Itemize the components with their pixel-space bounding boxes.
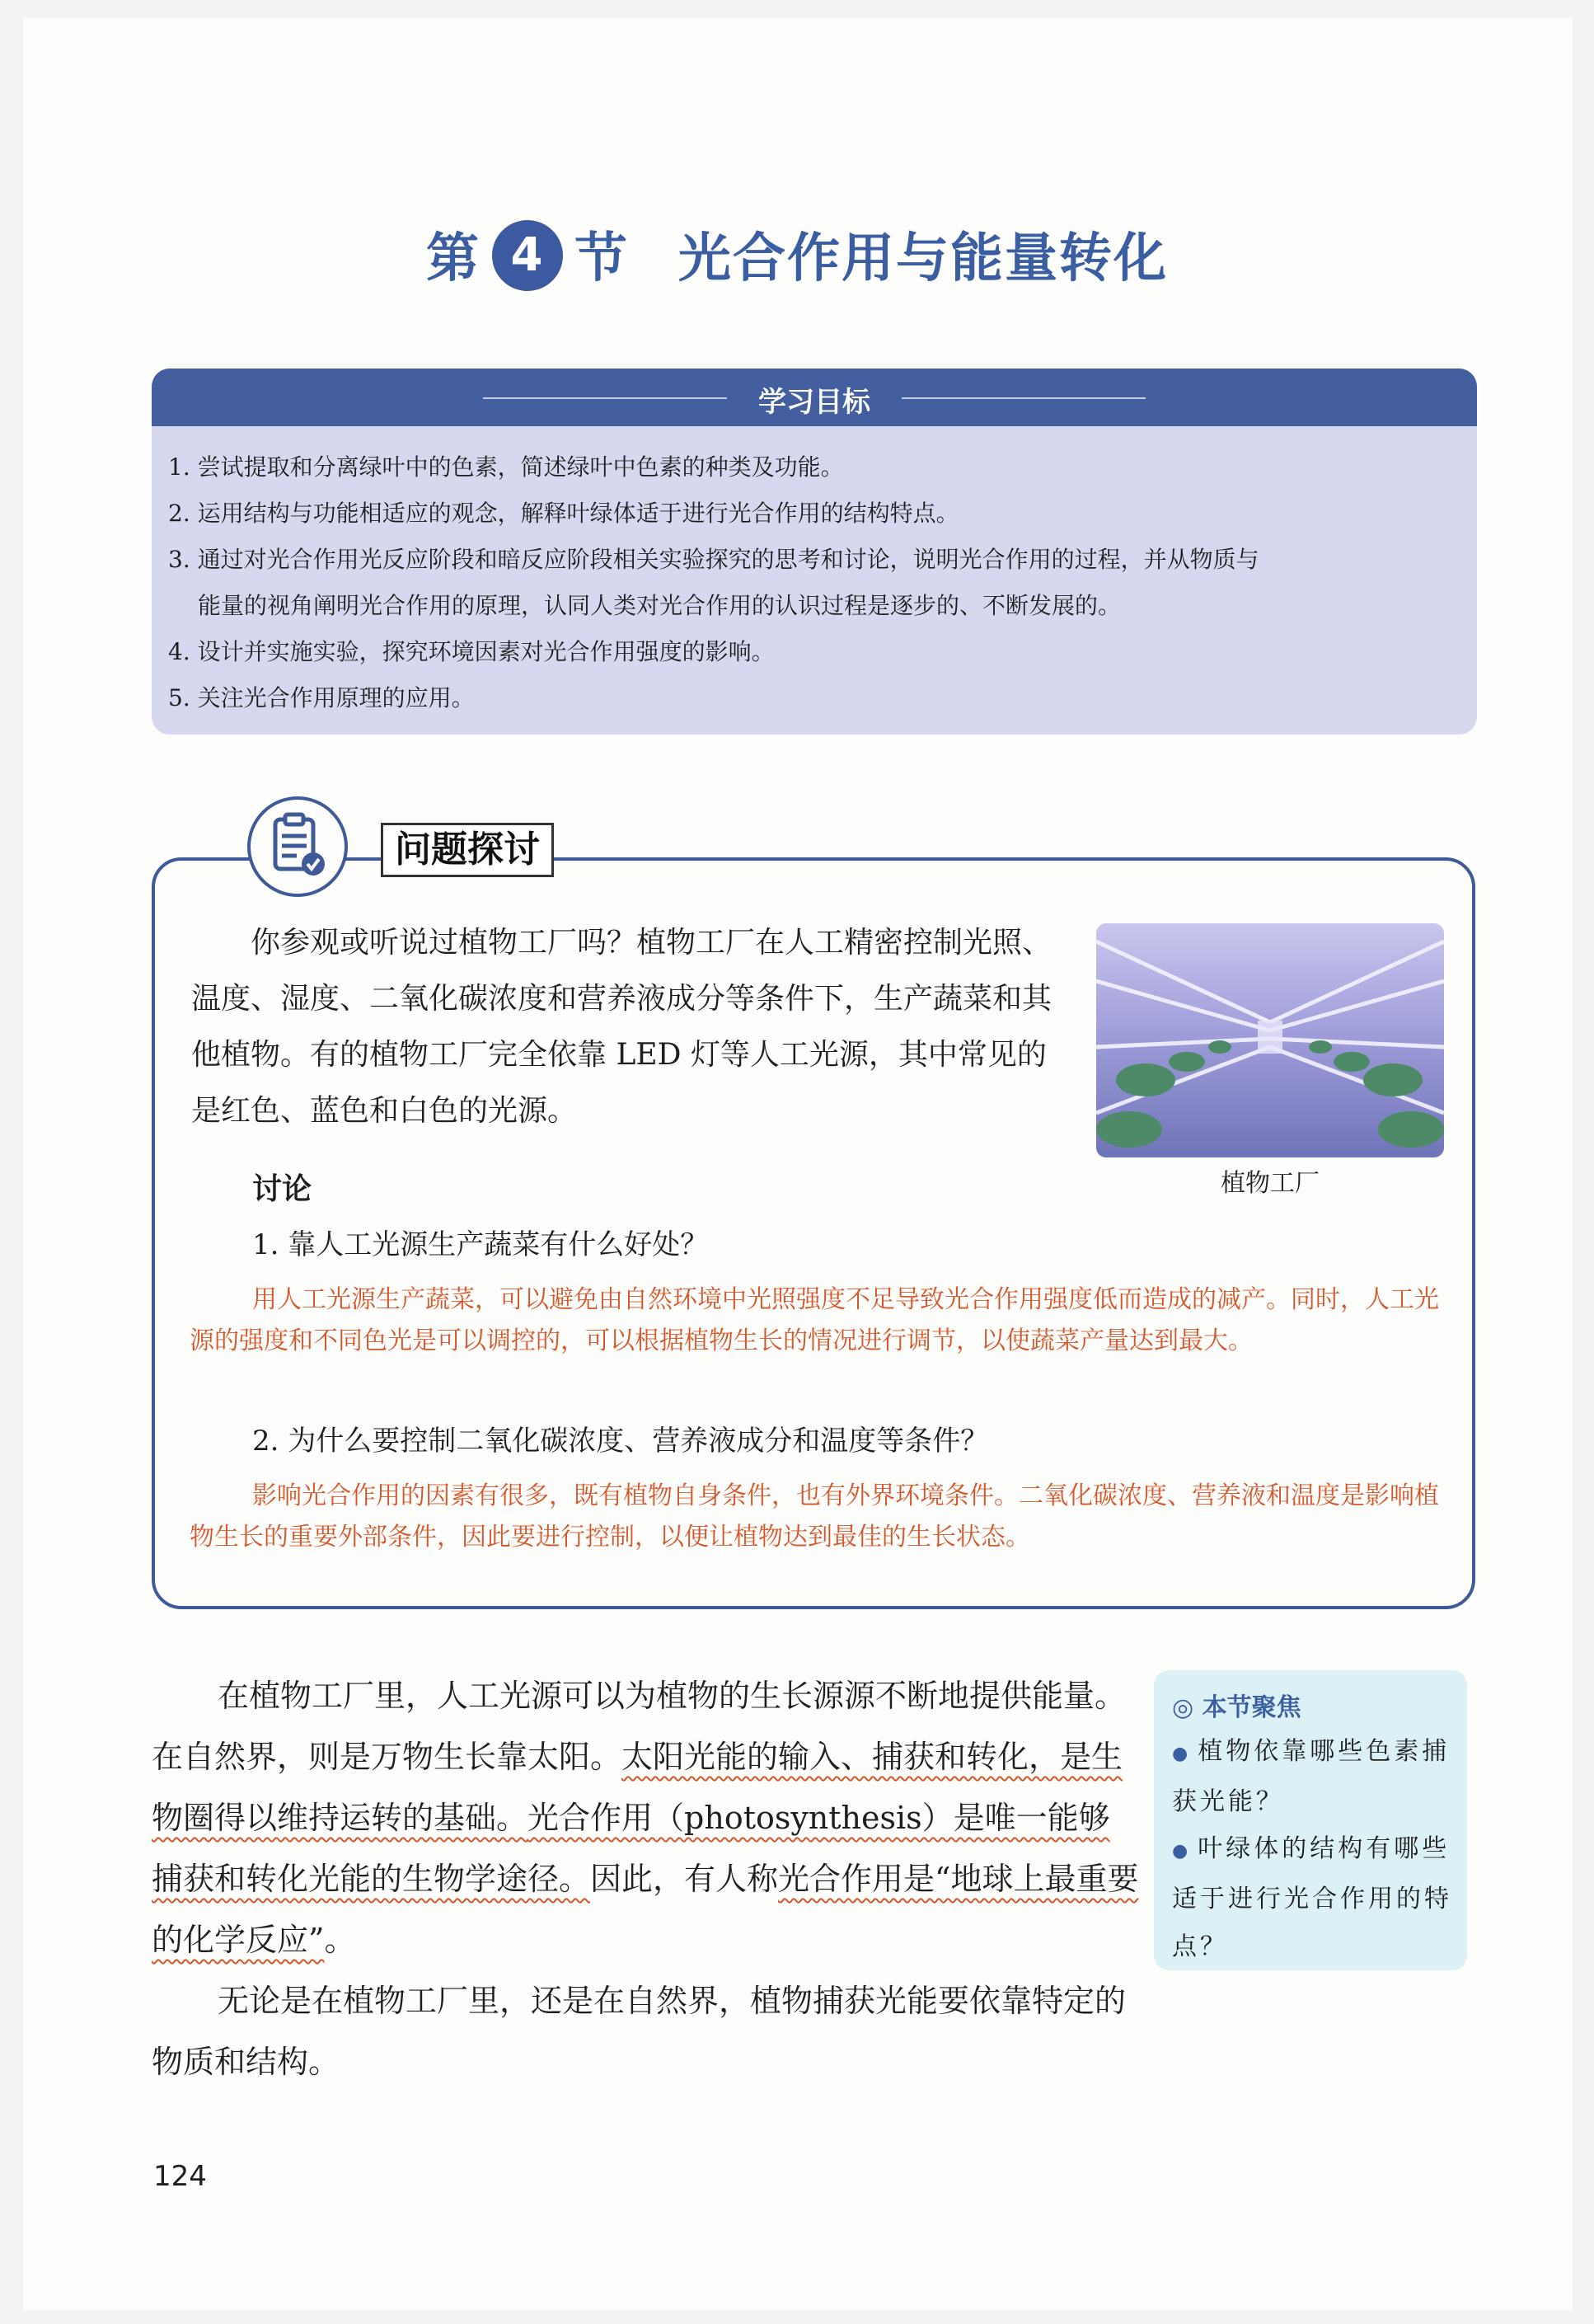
section-suffix: 节 — [574, 228, 629, 289]
goal-item: 1. 尝试提取和分离绿叶中的色素，简述绿叶中色素的种类及功能。 — [168, 453, 844, 481]
divider — [902, 397, 1146, 399]
learning-goals-heading: 学习目标 — [758, 386, 870, 419]
discuss-heading: 讨论 — [252, 1172, 312, 1206]
question-1: 1. 靠人工光源生产蔬菜有什么好处？ — [252, 1228, 709, 1261]
main-paragraph — [152, 1665, 1141, 1970]
focus-item-text: 植物依靠哪些色素捕获光能？ — [1172, 1737, 1451, 1816]
goal-item — [168, 583, 1460, 629]
section-number-badge: 4 — [492, 220, 563, 291]
goal-item: 4. 设计并实施实验，探究环境因素对光合作用强度的影响。 — [168, 638, 775, 665]
goal-item: 5. 关注光合作用原理的应用。 — [168, 684, 475, 711]
focus-item — [1172, 1825, 1457, 1971]
learning-goals-box — [152, 369, 1477, 735]
focus-item — [1172, 1728, 1457, 1826]
answer-2: 影响光合作用的因素有很多，既有植物自身条件，也有外界环境条件。二氧化碳浓度、营养液和温度是影响植物生长的重要外部条件，因此要进行控制，以便让植物达到最佳的生长状态。 — [190, 1481, 1439, 1552]
section-title: 光合作用与能量转化 — [678, 228, 1168, 289]
main-paragraph: 无论是在植物工厂里，还是在自然界，植物捕获光能要依靠特定的物质和结构。 — [152, 1983, 1127, 2080]
question-2: 2. 为什么要控制二氧化碳浓度、营养液成分和温度等条件？ — [252, 1425, 989, 1458]
clipboard-check-icon — [247, 796, 348, 897]
goal-item: 2. 运用结构与功能相适应的观念，解释叶绿体适于进行光合作用的结构特点。 — [168, 500, 959, 527]
photo-caption: 植物工厂 — [1221, 1169, 1320, 1198]
focus-item-text: 叶绿体的结构有哪些适于进行光合作用的特点？ — [1172, 1834, 1452, 1961]
problem-discussion-label: 问题探讨 — [381, 823, 554, 877]
learning-goals-header — [152, 369, 1477, 426]
bullet-icon: ● — [1172, 1841, 1192, 1862]
page-title — [0, 216, 1594, 292]
text-span: 。 — [324, 1922, 356, 1958]
highlighted-text: 光合作用（photosynthesis）是唯一能够捕获和转化光能的生物学途径。 — [152, 1800, 1110, 1897]
goal-item: 3. 通过对光合作用光反应阶段和暗反应阶段相关实验探究的思考和讨论，说明光合作用的过程，并从物质与 — [168, 546, 1259, 573]
plant-factory-photo — [1096, 923, 1444, 1157]
bullet-icon: ● — [1172, 1744, 1192, 1764]
discussion-paragraph: 你参观或听说过植物工厂吗？植物工厂在人工精密控制光照、温度、湿度、二氧化碳浓度和营养液成分等条件下，生产蔬菜和其他植物。有的植物工厂完全依靠 LED 灯等人工光源，其中常见的是红色、蓝色和白色的光源。 — [191, 926, 1053, 1128]
highlighted-text: 光合作用是“地球上最重要的化学反应” — [152, 1861, 1139, 1958]
text-span: 在植物工厂里，人工光源可以为植物的生长源源不断地提供能量。在自然界，则是万物生长靠太阳。 — [152, 1678, 1127, 1775]
section-focus-heading: ◎ 本节聚焦 — [1172, 1693, 1301, 1722]
text-span: 因此，有人称 — [590, 1861, 779, 1897]
section-focus-box — [1154, 1670, 1467, 1970]
main-text — [152, 1665, 1141, 2092]
section-prefix: 第 — [426, 228, 481, 289]
learning-goals-list — [152, 426, 1477, 721]
answer-1: 用人工光源生产蔬菜，可以避免由自然环境中光照强度不足导致光合作用强度低而造成的减产。同时，人工光源的强度和不同色光是可以调控的，可以根据植物生长的情况进行调节，以使蔬菜产量达到最大。 — [190, 1285, 1439, 1355]
page-number: 124 — [153, 2160, 207, 2193]
goal-item-continuation: 能量的视角阐明光合作用的原理，认同人类对光合作用的认识过程是逐步的、不断发展的。 — [198, 592, 1122, 619]
highlighted-text: 太阳光能的输入、捕获和转化，是生物圈得以维持运转的基础。 — [152, 1739, 1123, 1836]
